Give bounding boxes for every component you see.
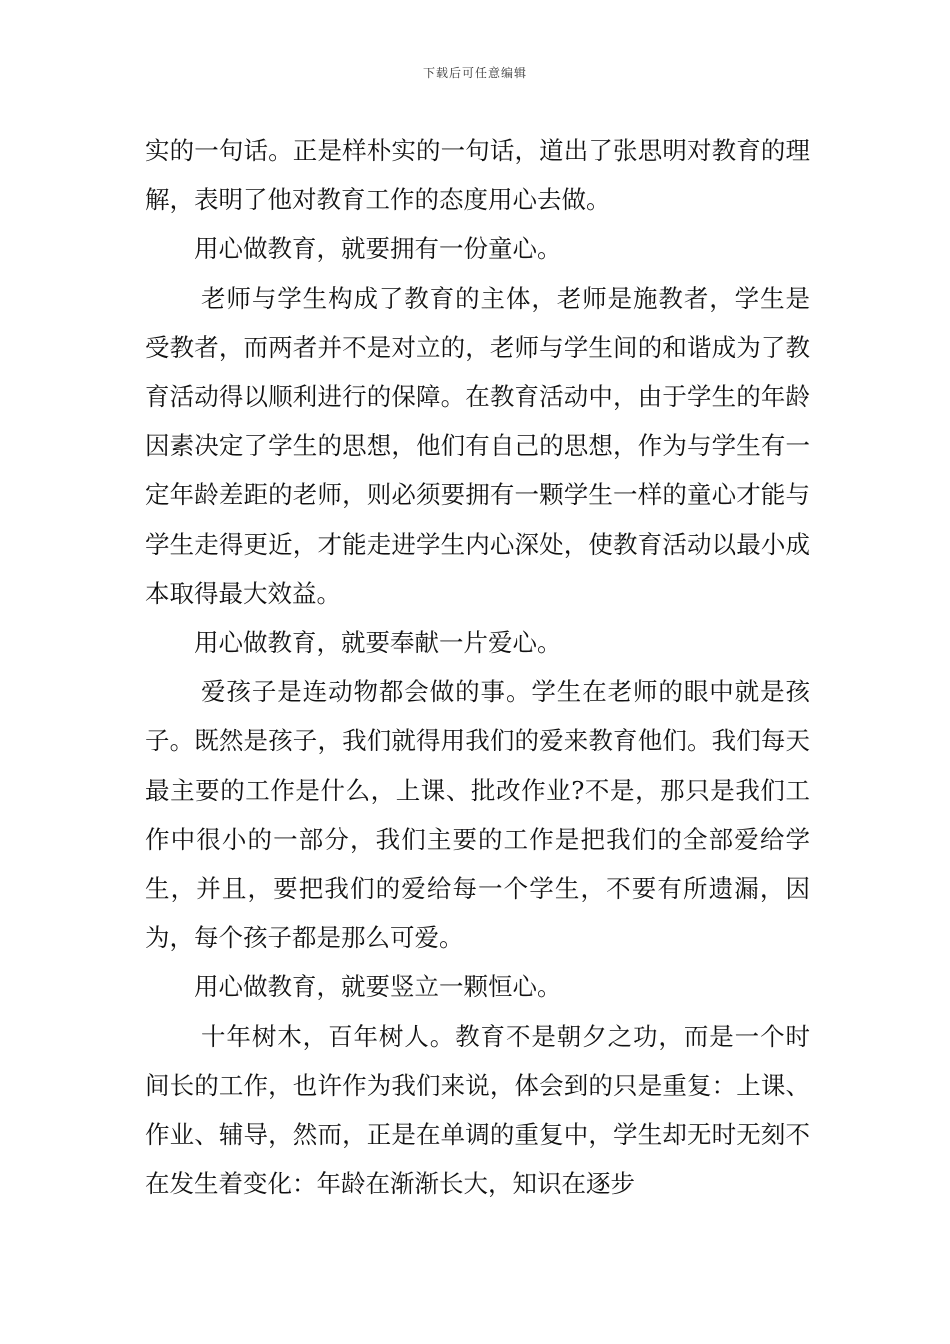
paragraph-childlike-heart: 老师与学生构成了教育的主体，老师是施教者，学生是受教者，而两者并不是对立的，老师与学生间的和谐成为了教育活动得以顺利进行的保障。在教育活动中，由于学生的年龄因素决定了学生的思想，他们有自己的思想，作为与学生有一定年龄差距的老师，则必须要拥有一颗学生一样的童心才能与学生走得更近，才能走进学生内心深处，使教育活动以最小成本取得最大效益。 xyxy=(145,283,810,608)
paragraph-continuation: 实的一句话。正是样朴实的一句话，道出了张思明对教育的理解，表明了他对教育工作的态度用心去做。 xyxy=(145,136,810,215)
section-heading-childlike-heart: 用心做教育，就要拥有一份童心。 xyxy=(194,234,562,264)
paragraph-love: 爱孩子是连动物都会做的事。学生在老师的眼中就是孩子。既然是孩子，我们就得用我们的爱来教育他们。我们每天最主要的工作是什么，上课、批改作业?不是，那只是我们工作中很小的一部分，我们主要的工作是把我们的全部爱给学生，并且，要把我们的爱给每一个学生，不要有所遗漏，因为，每个孩子都是那么可爱。 xyxy=(145,677,810,953)
page-header: 下载后可任意编辑 xyxy=(422,66,527,80)
section-heading-love: 用心做教育，就要奉献一片爱心。 xyxy=(194,628,562,658)
section-heading-perseverance: 用心做教育，就要竖立一颗恒心。 xyxy=(194,972,562,1002)
document-body xyxy=(145,126,810,1208)
paragraph-perseverance: 十年树木，百年树人。教育不是朝夕之功，而是一个时间长的工作，也许作为我们来说，体会到的只是重复：上课、作业、辅导，然而，正是在单调的重复中，学生却无时无刻不在发生着变化：年龄在渐渐长大，知识在逐步 xyxy=(145,1021,810,1199)
